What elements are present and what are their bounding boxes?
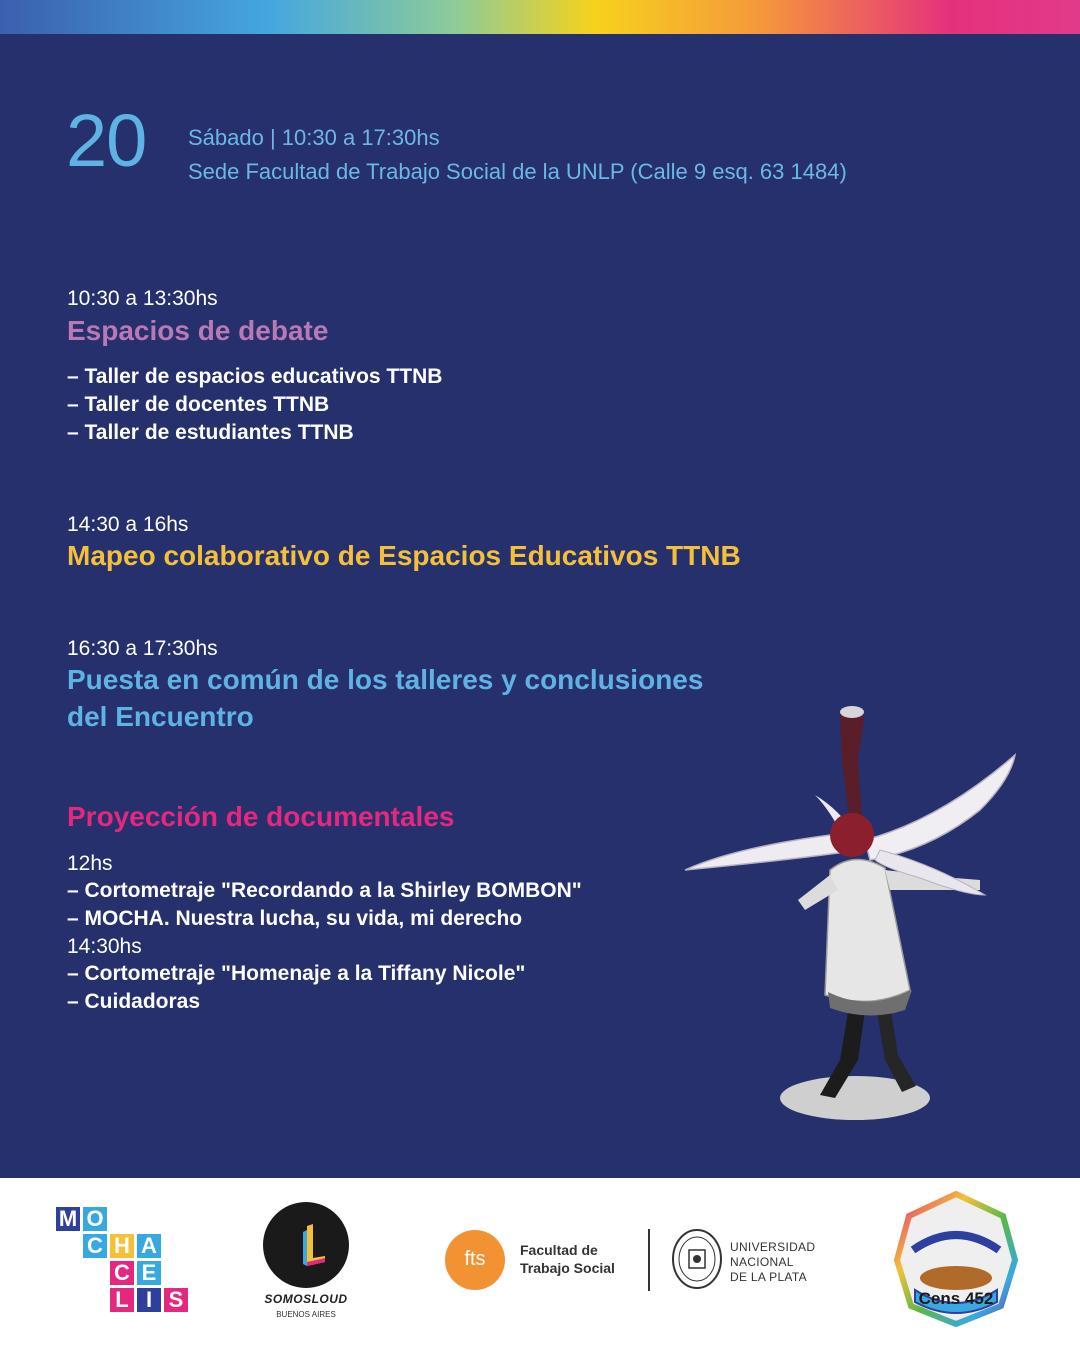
logo-letter: L <box>110 1288 134 1312</box>
logo-letter: O <box>83 1207 107 1231</box>
facultad-name-line1: Facultad de <box>520 1242 598 1258</box>
event-venue: Sede Facultad de Trabajo Social de la UNLP (Calle 9 esq. 63 1484) <box>188 159 847 184</box>
somosloud-name: SOMOSLOUD <box>264 1292 348 1306</box>
proyeccion-item: – Cortometraje "Homenaje a la Tiffany Nicole" <box>67 962 526 985</box>
facultad-name-line2: Trabajo Social <box>520 1260 615 1276</box>
debate-title: Espacios de debate <box>67 315 329 346</box>
unlp-name-line2: NACIONAL <box>730 1255 794 1269</box>
logo-letter: S <box>164 1288 188 1312</box>
proyeccion-item: – MOCHA. Nuestra lucha, su vida, mi derecho <box>67 907 523 930</box>
debate-time: 10:30 a 13:30hs <box>67 287 218 310</box>
unlp-seal-icon <box>671 1228 723 1290</box>
rainbow-gradient-bar <box>0 0 1080 34</box>
puesta-time: 16:30 a 17:30hs <box>67 637 218 660</box>
puesta-title-line1: Puesta en común de los talleres y conclusiones <box>67 664 704 695</box>
debate-item: – Taller de docentes TTNB <box>67 393 330 416</box>
logo-letter: E <box>137 1261 161 1285</box>
cens-label: Cens 452 <box>918 1289 994 1308</box>
mapeo-time: 14:30 a 16hs <box>67 513 189 536</box>
proyeccion-item: – Cuidadoras <box>67 990 201 1013</box>
fts-logo-text: fts <box>464 1248 486 1270</box>
somosloud-logo <box>263 1202 349 1288</box>
flower-child-collage-image <box>680 700 1025 1130</box>
logo-letter: A <box>137 1234 161 1258</box>
event-day-number: 20 <box>66 99 147 182</box>
logo-divider <box>648 1229 650 1291</box>
unlp-name-line1: UNIVERSIDAD <box>730 1240 816 1254</box>
event-schedule: Sábado | 10:30 a 17:30hs <box>188 125 440 150</box>
somosloud-l-icon <box>263 1202 349 1288</box>
cens-452-logo <box>893 1190 1019 1328</box>
proyeccion-time-2: 14:30hs <box>67 935 142 958</box>
debate-item: – Taller de estudiantes TTNB <box>67 421 354 444</box>
logo-letter: C <box>83 1234 107 1258</box>
logo-letter: M <box>56 1207 80 1231</box>
proyeccion-item: – Cortometraje "Recordando a la Shirley BOMBON" <box>67 879 582 902</box>
debate-item: – Taller de espacios educativos TTNB <box>67 365 443 388</box>
unlp-name-line3: DE LA PLATA <box>730 1270 807 1284</box>
proyeccion-time-1: 12hs <box>67 852 113 875</box>
logo-letter: C <box>110 1261 134 1285</box>
mapeo-title: Mapeo colaborativo de Espacios Educativos TTNB <box>67 540 741 571</box>
somosloud-city: BUENOS AIRES <box>276 1310 336 1319</box>
puesta-title-line2: del Encuentro <box>67 701 254 732</box>
logo-letter: I <box>137 1288 161 1312</box>
proyeccion-title: Proyección de documentales <box>67 801 455 832</box>
logo-letter: H <box>110 1234 134 1258</box>
